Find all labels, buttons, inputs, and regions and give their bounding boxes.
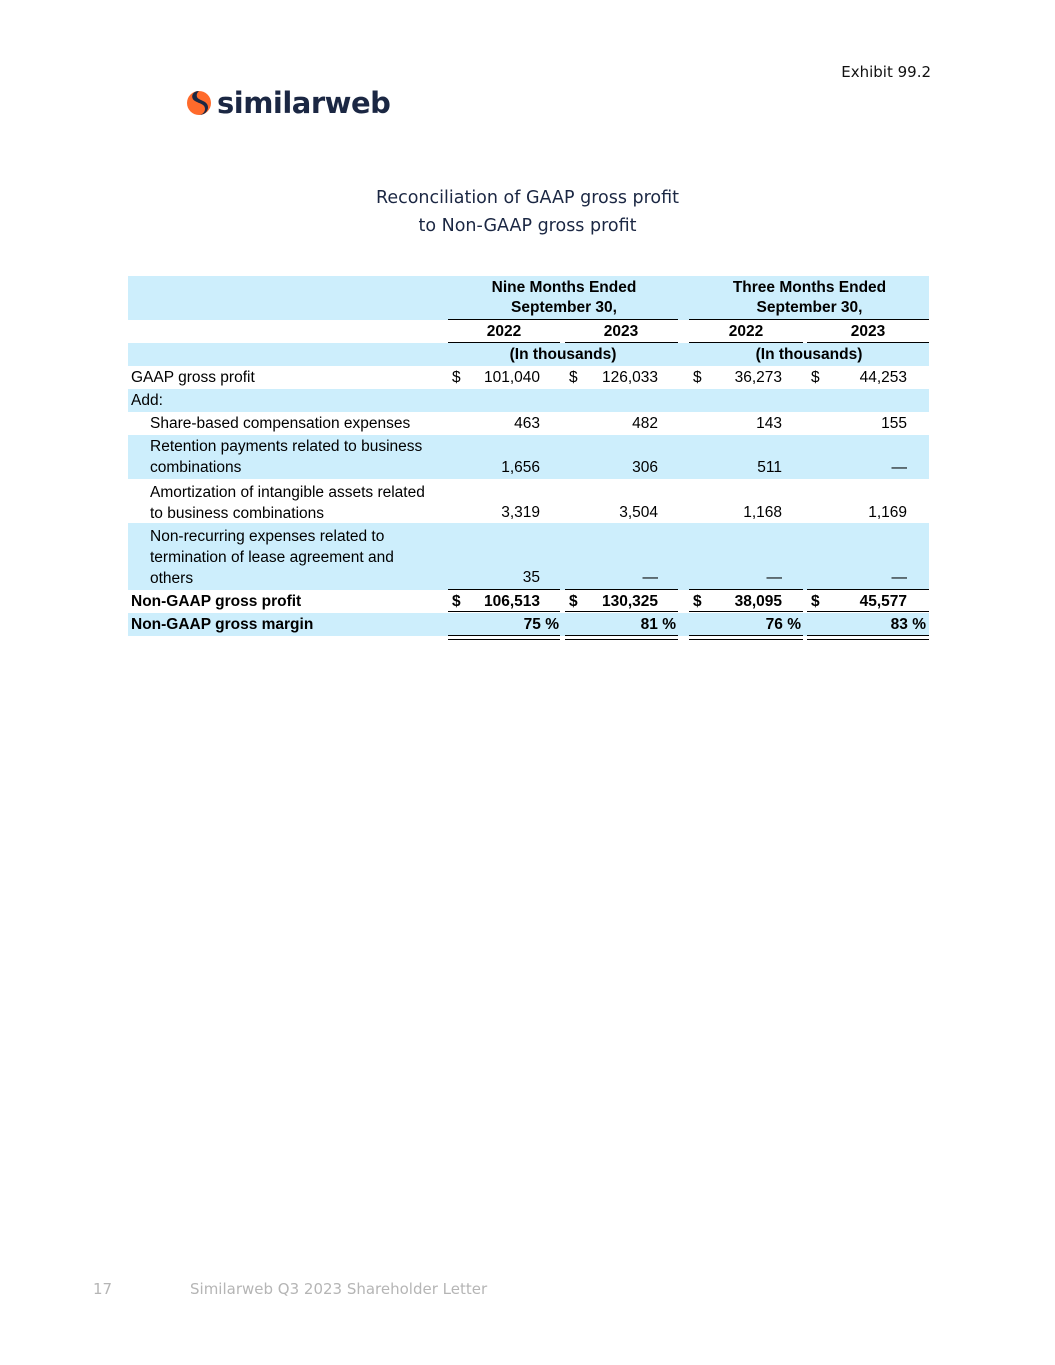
row-label: Non-GAAP gross profit <box>131 593 302 610</box>
exhibit-label: Exhibit 99.2 <box>841 63 931 81</box>
table-row <box>128 389 929 412</box>
header-nine-line2: September 30, <box>511 299 617 316</box>
value-cell: — <box>891 459 907 476</box>
value-cell: — <box>766 569 782 586</box>
title-line-2: to Non-GAAP gross profit <box>418 216 637 236</box>
currency-symbol: $ <box>693 369 702 386</box>
value-cell: 3,319 <box>501 504 540 521</box>
value-cell: 1,168 <box>743 504 782 521</box>
value-cell: 101,040 <box>483 369 540 386</box>
year-cell: 2023 <box>850 323 886 340</box>
row-label-line: Retention payments related to business <box>150 438 423 455</box>
row-label: Add: <box>131 392 163 409</box>
value-cell: 76 % <box>765 616 801 633</box>
currency-symbol: $ <box>452 593 461 610</box>
row-label <box>150 436 422 478</box>
currency-symbol: $ <box>693 593 702 610</box>
table-row <box>128 613 929 636</box>
table-row <box>128 479 929 523</box>
value-cell: 45,577 <box>859 593 907 610</box>
header-nine-line1: Nine Months Ended <box>491 279 637 296</box>
row-label-line: termination of lease agreement and <box>150 549 394 566</box>
value-cell: — <box>891 569 907 586</box>
table-row <box>128 435 929 479</box>
value-cell: 38,095 <box>734 593 782 610</box>
value-cell: 143 <box>756 415 782 432</box>
value-cell: 44,253 <box>859 369 907 386</box>
table-row <box>128 590 929 613</box>
row-label-line: others <box>150 570 194 587</box>
row-label: GAAP gross profit <box>131 369 255 386</box>
value-cell: 36,273 <box>734 369 782 386</box>
value-cell: 1,656 <box>501 459 540 476</box>
header-three-months <box>690 278 929 318</box>
year-cell: 2022 <box>486 323 522 340</box>
header-nine-months <box>450 278 678 318</box>
value-cell: 106,513 <box>483 593 540 610</box>
units-three: (In thousands) <box>755 346 863 363</box>
title-line-1: Reconciliation of GAAP gross profit <box>375 188 680 208</box>
currency-symbol: $ <box>811 593 820 610</box>
value-cell: 83 % <box>890 616 926 633</box>
value-cell: 81 % <box>640 616 676 633</box>
value-cell: 126,033 <box>601 369 658 386</box>
table-row <box>128 366 929 389</box>
value-cell: 3,504 <box>619 504 658 521</box>
value-cell: 306 <box>632 459 658 476</box>
row-label-line: Amortization of intangible assets related <box>150 484 425 501</box>
footer-text: Similarweb Q3 2023 Shareholder Letter <box>190 1280 488 1298</box>
value-cell: 1,169 <box>868 504 907 521</box>
value-cell: 463 <box>514 415 540 432</box>
value-cell: 35 <box>522 569 540 586</box>
year-cell: 2023 <box>603 323 639 340</box>
header-period-row <box>128 276 929 320</box>
header-three-line1: Three Months Ended <box>732 279 887 296</box>
value-cell: 511 <box>757 459 782 476</box>
header-three-line2: September 30, <box>756 299 863 316</box>
similarweb-logo-icon <box>186 89 212 117</box>
header-years-row <box>128 320 929 343</box>
reconciliation-table <box>128 276 929 636</box>
currency-symbol: $ <box>569 593 578 610</box>
units-nine: (In thousands) <box>509 346 617 363</box>
row-label <box>150 526 394 589</box>
row-label: Non-GAAP gross margin <box>131 616 314 633</box>
value-cell: 482 <box>632 415 658 432</box>
currency-symbol: $ <box>811 369 820 386</box>
header-units-row <box>128 343 929 366</box>
year-cell: 2022 <box>728 323 764 340</box>
logo-wordmark: similarweb <box>217 86 391 120</box>
row-label: Share-based compensation expenses <box>150 415 411 432</box>
row-label-line: to business combinations <box>150 505 325 522</box>
currency-symbol: $ <box>452 369 461 386</box>
similarweb-logo <box>186 86 390 120</box>
row-label-line: Non-recurring expenses related to <box>150 528 385 545</box>
row-label <box>150 482 425 524</box>
value-cell: — <box>642 569 658 586</box>
row-label-line: combinations <box>150 459 242 476</box>
value-cell: 155 <box>881 415 907 432</box>
page-number: 17 <box>93 1280 113 1298</box>
table-row <box>128 412 929 435</box>
value-cell: 130,325 <box>601 593 658 610</box>
page-title <box>0 184 1055 240</box>
table-row <box>128 523 929 590</box>
currency-symbol: $ <box>569 369 578 386</box>
value-cell: 75 % <box>523 616 559 633</box>
